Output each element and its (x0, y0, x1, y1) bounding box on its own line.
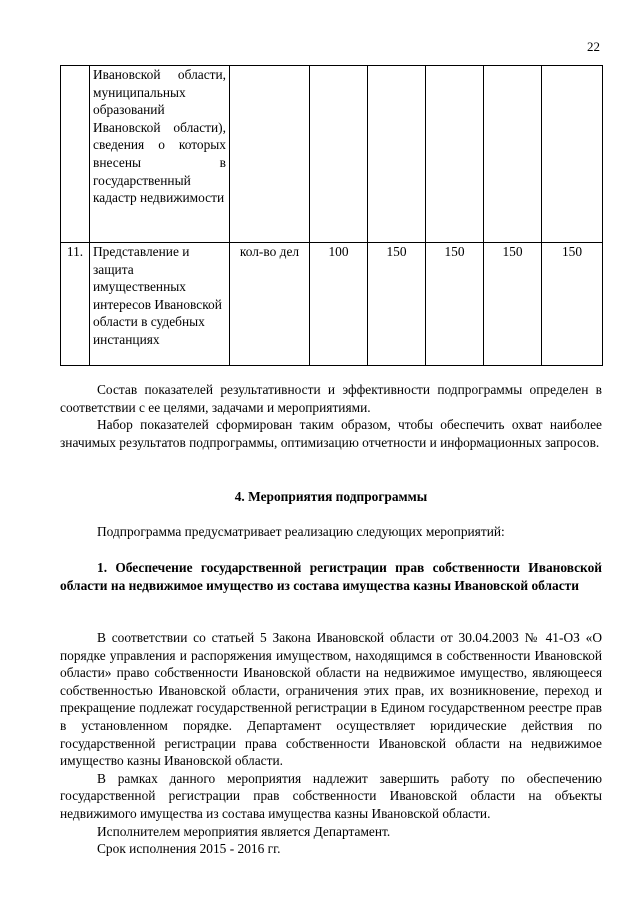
indicator-name: Ивановской области, муниципальных образований Ивановской области), сведения о которых внесены в государственный кадастр недвижимости (90, 66, 230, 243)
indicators-table (60, 65, 603, 366)
indicator-name: Представление и защита имущественных интересов Ивановской области в судебных инстанциях (90, 243, 230, 366)
row-number (61, 66, 90, 243)
row-number: 11. (61, 243, 90, 366)
unit (230, 66, 310, 243)
paragraph: В рамках данного мероприятия надлежит завершить работу по обеспечению государственной регистрации прав собственности Ивановской области на объекты недвижимого имущества из состава имущества казны Ивановской области. (60, 770, 602, 821)
paragraph: Состав показателей результативности и эффективности подпрограммы определен в соответствии с ее целями, задачами и мероприятиями. (60, 382, 602, 415)
value-cell (484, 66, 542, 243)
indicators-description (60, 381, 602, 451)
value-cell: 100 (310, 243, 368, 366)
section-title: 4. Мероприятия подпрограммы (234, 489, 428, 504)
paragraph: В соответствии со статьей 5 Закона Ивановской области от 30.04.2003 № 41-ОЗ «О порядке управления и распоряжения имуществом, находящимся в собственности Ивановской области» право собственности Ивановской области на недвижимое имущество, являющееся собственностью Ивановской области, ограничения этих прав, их возникновение, переход и прекращение подлежат государственной регистрации в Едином государственном реестре прав в установленном порядке. Департамент осуществляет юридические действия по государственной регистрации права собственности Ивановской области на недвижимое имущество казны Ивановской области. (60, 630, 602, 769)
value-cell (310, 66, 368, 243)
value-cell: 150 (426, 243, 484, 366)
activity-description (60, 629, 602, 858)
paragraph: Исполнителем мероприятия является Департамент. (97, 823, 391, 839)
table-row (61, 66, 603, 243)
value-cell: 150 (484, 243, 542, 366)
value-cell (542, 66, 603, 243)
paragraph: Срок исполнения 2015 - 2016 гг. (97, 841, 281, 857)
paragraph: Набор показателей сформирован таким образом, чтобы обеспечить охват наиболее значимых результатов подпрограммы, оптимизацию отчетности и информационных запросов. (60, 417, 602, 450)
unit: кол-во дел (230, 243, 310, 366)
value-cell: 150 (542, 243, 603, 366)
activity-title: 1. Обеспечение государственной регистрации прав собственности Ивановской области на недвижимое имущество из состава имущества казны Ивановской области (60, 560, 602, 593)
value-cell (368, 66, 426, 243)
value-cell (426, 66, 484, 243)
value-cell: 150 (368, 243, 426, 366)
page-number: 22 (587, 39, 600, 54)
table-row (61, 243, 603, 366)
section-intro: Подпрограмма предусматривает реализацию следующих мероприятий: (97, 524, 505, 539)
